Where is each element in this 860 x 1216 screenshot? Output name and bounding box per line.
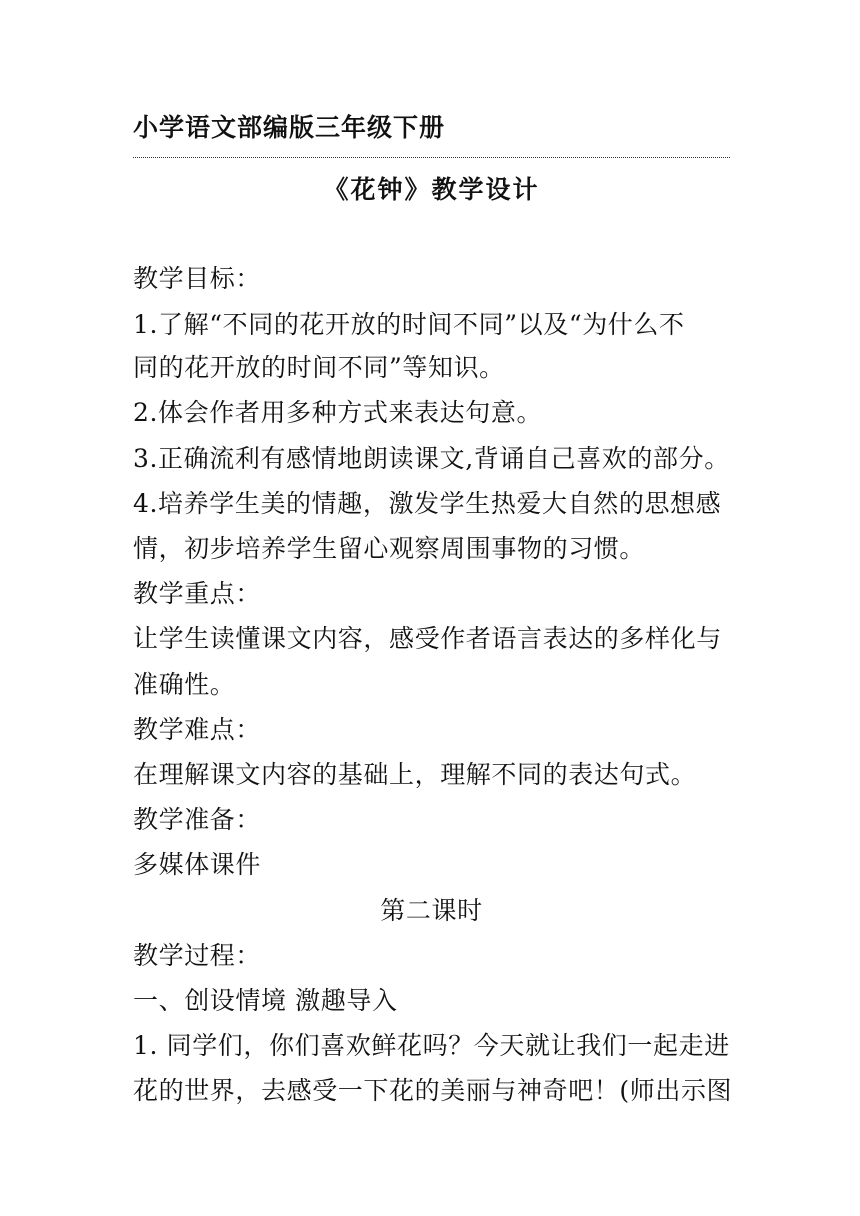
paragraph-line: 多媒体课件 xyxy=(133,850,262,879)
section-heading-process: 教学过程： xyxy=(133,941,262,970)
paragraph-line: 1.了解“不同的花开放的时间不同”以及“为什么不 xyxy=(133,310,685,339)
document-header: 小学语文部编版三年级下册 xyxy=(133,113,446,142)
paragraph-line: 1. 同学们，你们喜欢鲜花吗？今天就让我们一起走进 xyxy=(133,1031,730,1060)
paragraph-line: 4.培养学生美的情趣，激发学生热爱大自然的思想感 xyxy=(133,489,722,518)
lesson-period-heading: 第二课时 xyxy=(380,896,483,925)
section-heading-key-points: 教学重点： xyxy=(133,579,262,608)
paragraph-line: 花的世界，去感受一下花的美丽与神奇吧！(师出示图 xyxy=(133,1076,733,1105)
paragraph-line: 2.体会作者用多种方式来表达句意。 xyxy=(133,398,543,427)
subsection-heading: 一、创设情境 激趣导入 xyxy=(133,986,398,1015)
paragraph-line: 同的花开放的时间不同”等知识。 xyxy=(133,353,505,382)
paragraph-line: 情，初步培养学生留心观察周围事物的习惯。 xyxy=(133,534,646,563)
paragraph-line: 在理解课文内容的基础上，理解不同的表达句式。 xyxy=(133,760,697,789)
header-divider xyxy=(133,157,730,158)
paragraph-line: 让学生读懂课文内容，感受作者语言表达的多样化与 xyxy=(133,624,722,653)
document-title: 《花钟》教学设计 xyxy=(323,175,540,204)
paragraph-line: 3.正确流利有感情地朗读课文,背诵自己喜欢的部分。 xyxy=(133,444,730,473)
section-heading-preparation: 教学准备： xyxy=(133,805,262,834)
section-heading-difficulties: 教学难点： xyxy=(133,715,262,744)
paragraph-line: 准确性。 xyxy=(133,670,236,699)
section-heading-objectives: 教学目标： xyxy=(133,264,262,293)
